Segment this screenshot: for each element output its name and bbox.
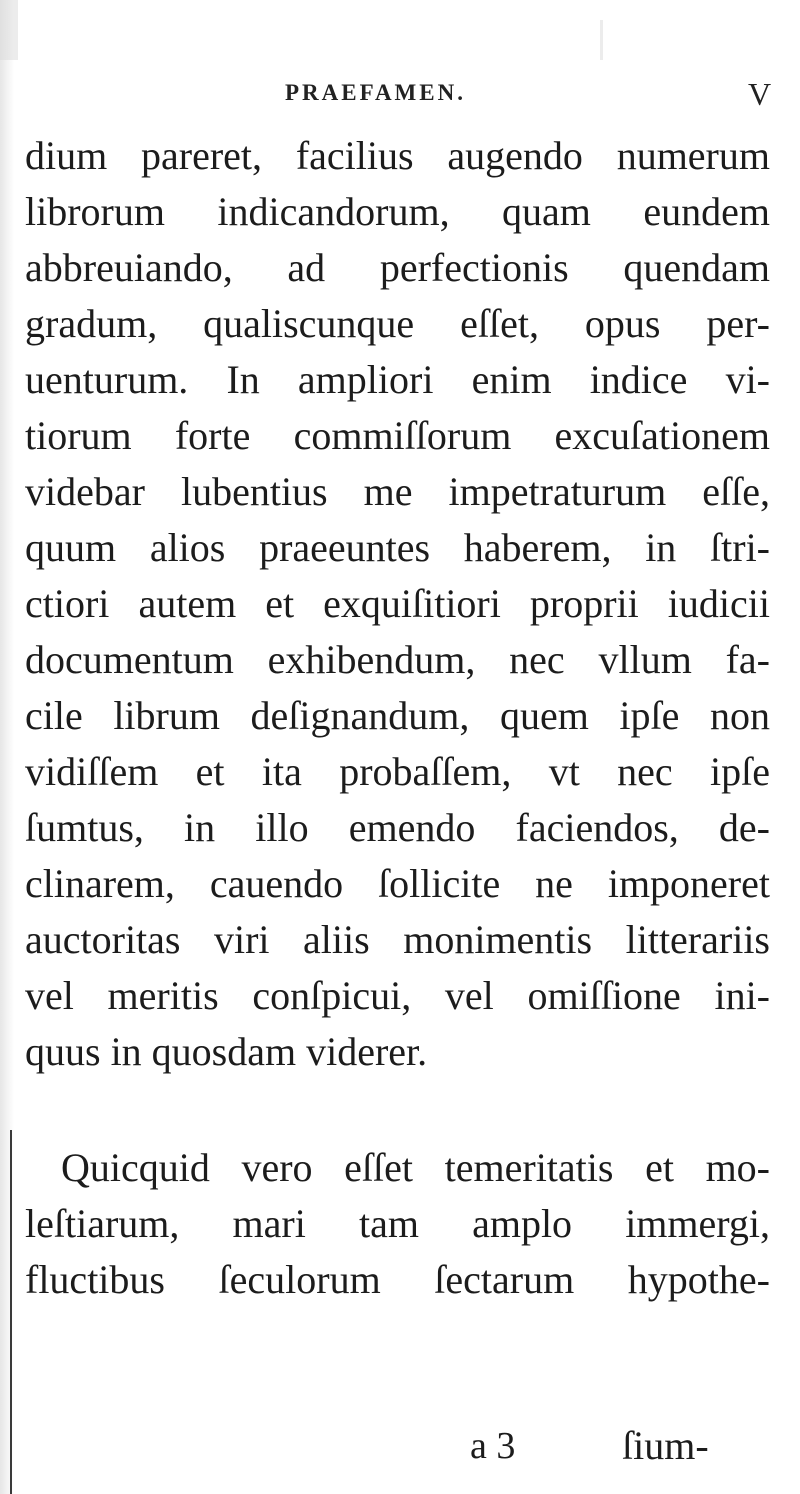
catchword: ſium-: [622, 1423, 709, 1468]
text-line: documentum exhibendum, nec vllum fa-: [25, 637, 770, 682]
paragraph-2: [25, 1140, 785, 1308]
text-line: tiorum forte commiſſorum excuſationem: [25, 413, 770, 458]
paragraph-gap: [25, 1080, 785, 1140]
text-line: quum alios praeeuntes haberem, in ſtri-: [25, 525, 770, 570]
text-line: vel meritis conſpicui, vel omiſſione ini-: [25, 973, 770, 1018]
bleed-mark: [600, 20, 603, 60]
signature-mark: a 3: [470, 1425, 516, 1467]
text-line: quus in quosdam viderer.: [25, 1029, 428, 1074]
text-line: abbreuiando, ad perfectionis quendam: [25, 245, 770, 290]
text-line: ctiori autem et exquiſitiori proprii iudicii: [25, 581, 770, 626]
text-line: clinarem, cauendo ſollicite ne imponeret: [25, 861, 770, 906]
text-line: cile librum deſignandum, quem ipſe non: [25, 693, 770, 738]
text-line: fluctibus ſeculorum ſectarum hypothe-: [25, 1257, 770, 1302]
text-line: videbar lubentius me impetraturum eſſe,: [25, 469, 770, 514]
paragraph-1: [25, 128, 785, 1080]
text-line: Quicquid vero eſſet temeritatis et mo-: [61, 1145, 770, 1190]
text-line: gradum, qualiscunque eſſet, opus per-: [25, 301, 770, 346]
text-line: auctoritas viri aliis monimentis litterariis: [25, 917, 770, 962]
page-header: [0, 76, 800, 116]
page-footer: [0, 1418, 800, 1474]
page-number: V: [748, 76, 772, 112]
text-line: librorum indicandorum, quam eundem: [25, 189, 770, 234]
text-line: leſtiarum, mari tam amplo immergi,: [25, 1201, 770, 1246]
text-line: ſumtus, in illo emendo faciendos, de-: [25, 805, 770, 850]
text-line: uenturum. In ampliori enim indice vi-: [25, 357, 770, 402]
bleed-mark: [0, 0, 18, 60]
text-line: vidiſſem et ita probaſſem, vt nec ipſe: [25, 749, 770, 794]
running-head: PRAEFAMEN.: [285, 80, 466, 105]
text-line: dium pareret, facilius augendo numerum: [25, 133, 770, 178]
text-block: [25, 128, 785, 1308]
